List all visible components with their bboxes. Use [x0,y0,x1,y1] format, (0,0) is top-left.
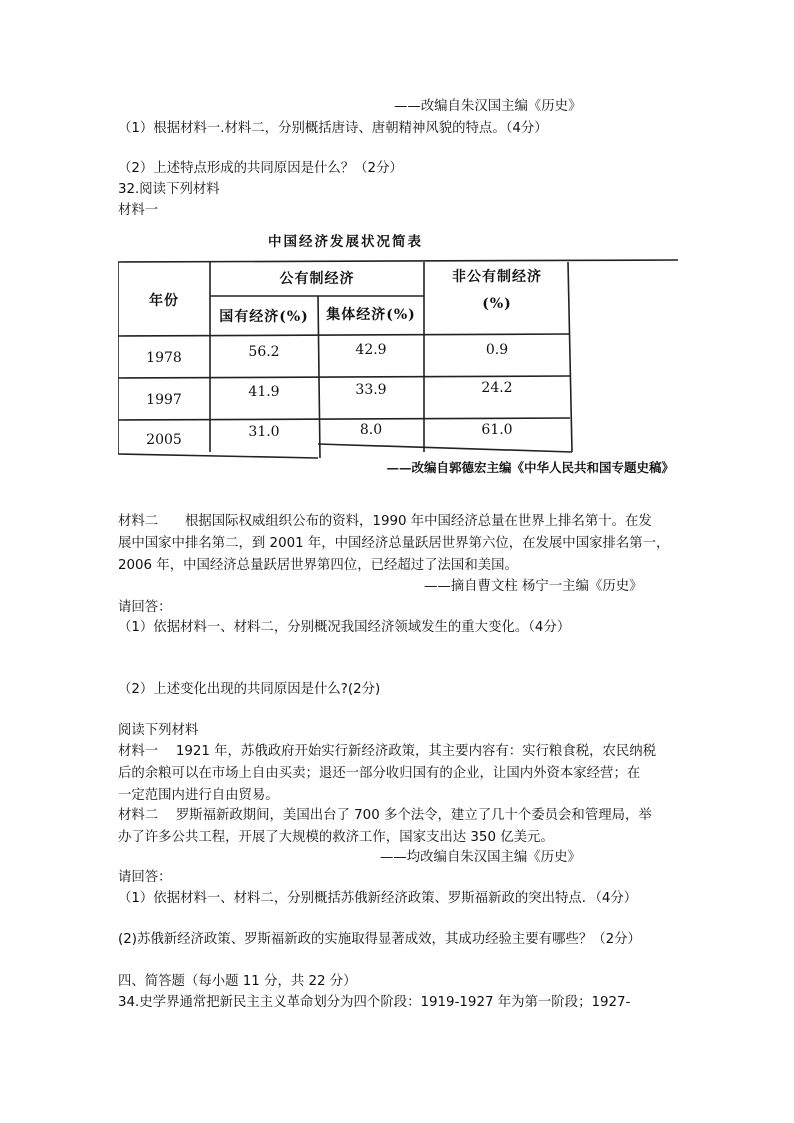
material-1-label: 材料一 [118,203,159,218]
row-state: 41.9 [248,384,280,400]
row-state: 31.0 [248,424,280,440]
question-34: 34.史学界通常把新民主主义革命划分为四个阶段：1919-1927 年为第一阶段；1927- [118,995,631,1010]
material-2-line: 展中国家中排名第二，到 2001 年，中国经济总量跃居世界第六位，在发展中国家排名第一， [118,536,670,551]
question-33-heading: 阅读下列材料 [118,723,199,738]
source-note: ——均改编自朱汉国主编《历史》 [380,850,581,865]
question-31-2: （2）上述特点形成的共同原因是什么？（2分） [118,161,403,176]
question-31-1: （1）根据材料一.材料二，分别概括唐诗、唐朝精神风貌的特点。（4分） [118,121,548,136]
material-2-line: 材料二 根据国际权威组织公布的资料，1990 年中国经济总量在世界上排名第十。在发 [118,514,652,529]
material-33a-line: 一定范围内进行自由贸易。 [118,788,279,803]
question-32-1: （1）依据材料一、材料二，分别概况我国经济领域发生的重大变化。（4分） [118,620,571,635]
material-33b-line: 材料二 罗斯福新政期间，美国出台了 700 多个法令，建立了几十个委员会和管理局，举 [118,808,652,823]
header-year: 年份 [149,293,179,309]
row-state: 56.2 [248,344,280,360]
question-32-2: （2）上述变化出现的共同原因是什么?(2分) [118,682,381,697]
ask-label: 请回答： [118,870,172,885]
header-collective: 集体经济(%) [326,307,416,323]
header-nonpublic-unit: (%) [482,296,512,312]
row-year: 1997 [146,392,182,408]
material-33b-line: 办了许多公共工程，开展了大规模的救济工作，国家支出达 350 亿美元。 [118,830,554,845]
row-collective: 8.0 [359,422,383,438]
economy-table [118,226,678,488]
row-year: 1978 [146,350,182,366]
question-33-1: （1）依据材料一、材料二，分别概括苏俄新经济政策、罗斯福新政的突出特点．（4分） [118,891,638,906]
question-33-2: (2)苏俄新经济政策、罗斯福新政的实施取得显著成效，其成功经验主要有哪些？（2分） [118,932,641,947]
source-note: ——改编自朱汉国主编《历史》 [394,99,582,114]
header-state: 国有经济(%) [219,309,309,325]
source-note: ——摘自曹文柱 杨宁一主编《历史》 [424,579,643,594]
row-collective: 33.9 [355,382,387,398]
row-nonpublic: 61.0 [481,422,513,438]
material-33a-line: 后的余粮可以在市场上自由买卖；退还一部分收归国有的企业，让国内外资本家经营；在 [118,766,641,781]
row-year: 2005 [146,432,182,448]
section-4-heading: 四、简答题（每小题 11 分，共 22 分） [118,974,357,989]
table-title: 中国经济发展状况简表 [268,234,423,250]
table-source: ——改编自郭德宏主编《中华人民共和国专题史稿》 [386,460,674,475]
row-nonpublic: 0.9 [485,342,509,358]
question-32-heading: 32.阅读下列材料 [118,182,220,197]
row-nonpublic: 24.2 [481,380,513,396]
header-nonpublic: 非公有制经济 [452,269,542,285]
row-collective: 42.9 [355,342,387,358]
material-33a-line: 材料一 1921 年，苏俄政府开始实行新经济政策，其主要内容有：实行粮食税，农民纳税 [118,744,657,759]
material-2-line: 2006 年，中国经济总量跃居世界第四位，已经超过了法国和美国。 [118,558,518,573]
ask-label: 请回答： [118,600,172,615]
header-public: 公有制经济 [279,271,355,287]
